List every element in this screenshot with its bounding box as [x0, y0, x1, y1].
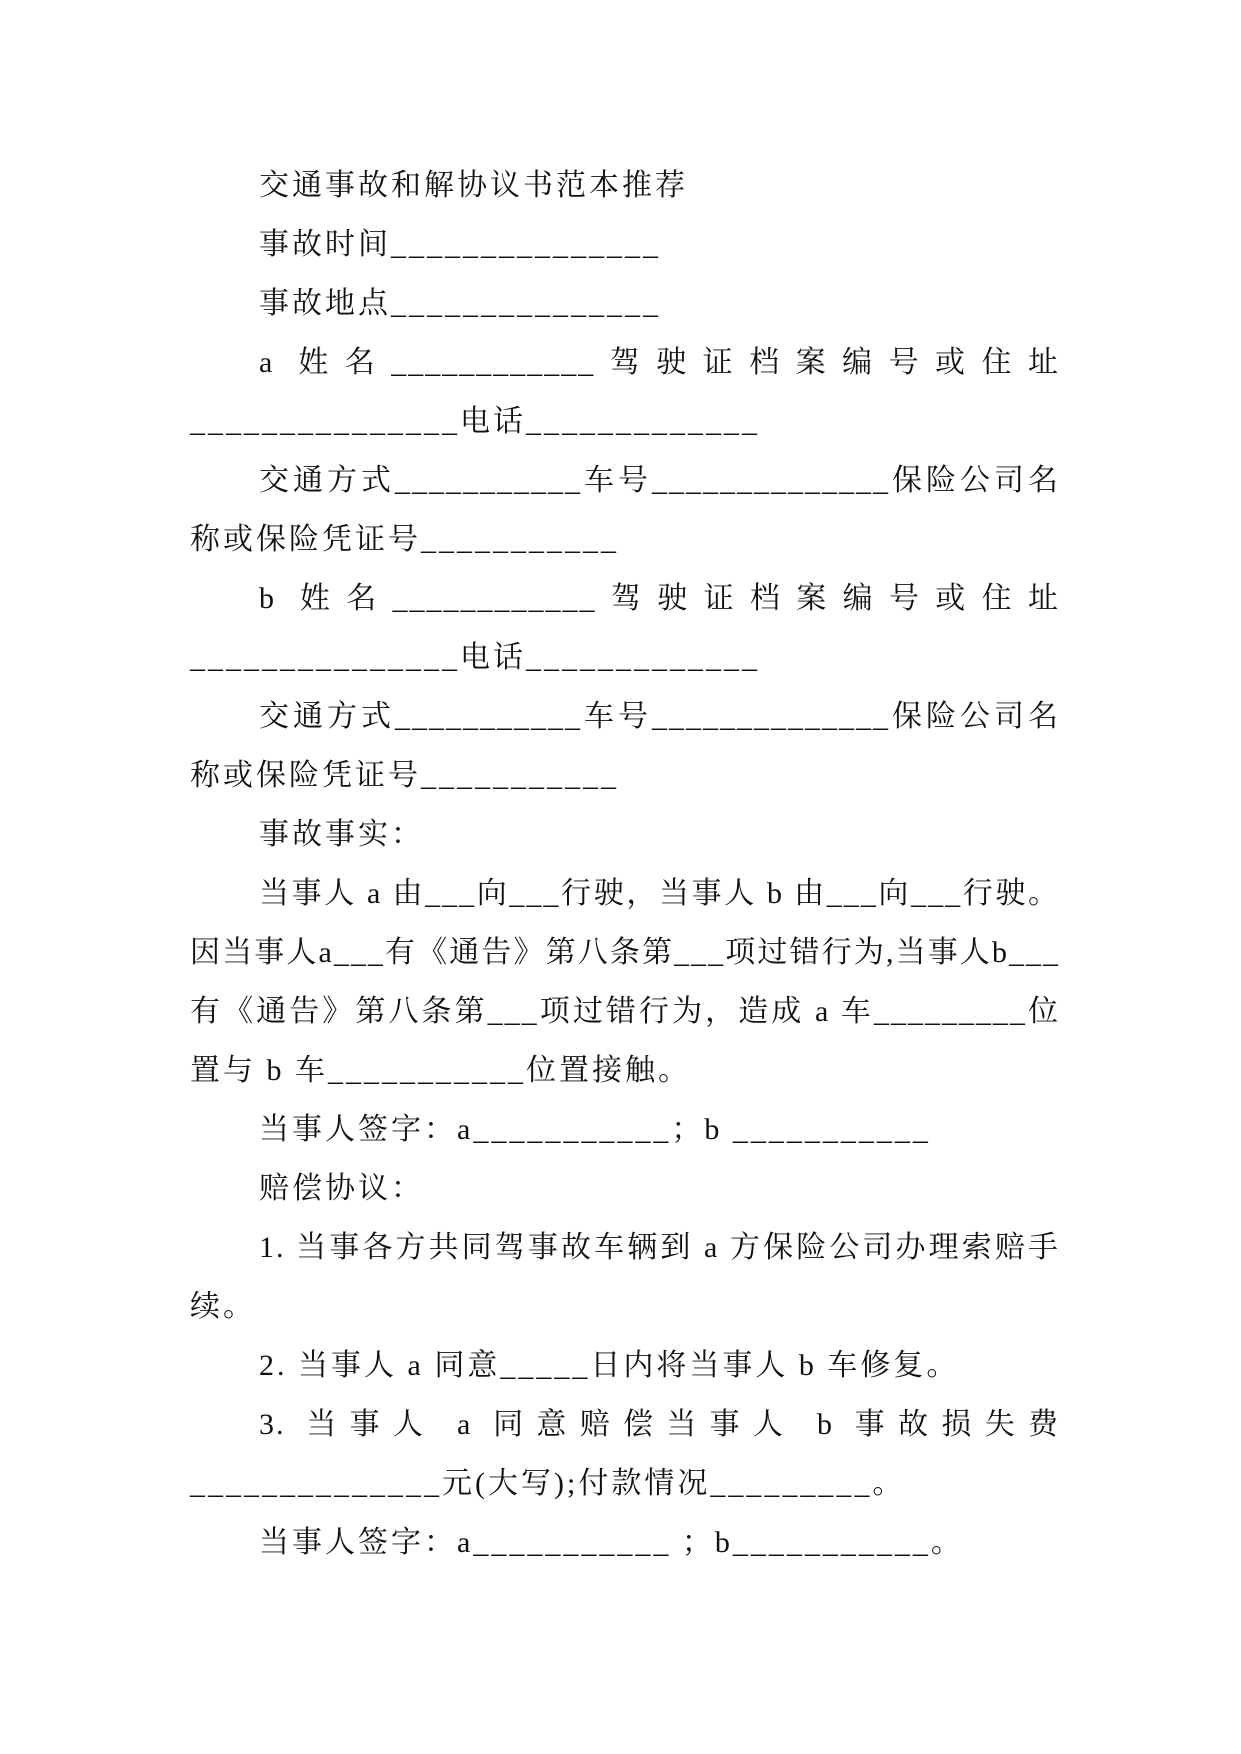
party-b-insurance-line: 称或保险凭证号___________ — [190, 759, 619, 792]
accident-place-line: 事故地点_______________ — [259, 287, 661, 320]
agreement-body — [190, 156, 1060, 1572]
compensation-item-3-continued: ______________元(大写);付款情况_________。 — [190, 1467, 906, 1500]
compensation-item-3: 3. 当事人 a 同意赔偿当事人 b 事故损失费 — [259, 1408, 1060, 1441]
compensation-item-1-continued: 续。 — [190, 1290, 256, 1323]
facts-heading: 事故事实： — [259, 818, 424, 851]
document-title: 交通事故和解协议书范本推荐 — [259, 169, 688, 202]
party-b-phone-line: _______________电话_____________ — [190, 641, 760, 674]
party-a-phone-line: _______________电话_____________ — [190, 405, 760, 438]
facts-line-2: 因当事人a___有《通告》第八条第___项过错行为,当事人b___ — [190, 936, 1060, 969]
compensation-item-2: 2. 当事人 a 同意_____日内将当事人 b 车修复。 — [259, 1349, 960, 1382]
facts-line-1: 当事人 a 由___向___行驶，当事人 b 由___向___行驶。 — [259, 877, 1060, 910]
party-a-vehicle-line: 交通方式___________车号______________保险公司名 — [259, 464, 1060, 497]
facts-line-3: 有《通告》第八条第___项过错行为，造成 a 车_________位 — [190, 995, 1060, 1028]
party-a-name-line: a 姓名____________驾驶证档案编号或住址 — [259, 346, 1060, 379]
party-b-vehicle-line: 交通方式___________车号______________保险公司名 — [259, 700, 1060, 733]
compensation-heading: 赔偿协议： — [259, 1172, 424, 1205]
facts-line-4: 置与 b 车___________位置接触。 — [190, 1054, 691, 1087]
compensation-signature-line: 当事人签字：a___________ ；b___________。 — [259, 1526, 964, 1559]
compensation-item-1: 1. 当事各方共同驾事故车辆到 a 方保险公司办理索赔手 — [259, 1231, 1060, 1264]
party-a-insurance-line: 称或保险凭证号___________ — [190, 523, 619, 556]
accident-time-line: 事故时间_______________ — [259, 228, 661, 261]
party-b-name-line: b 姓名____________驾驶证档案编号或住址 — [259, 582, 1060, 615]
facts-signature-line: 当事人签字：a___________；b ___________ — [259, 1113, 931, 1146]
